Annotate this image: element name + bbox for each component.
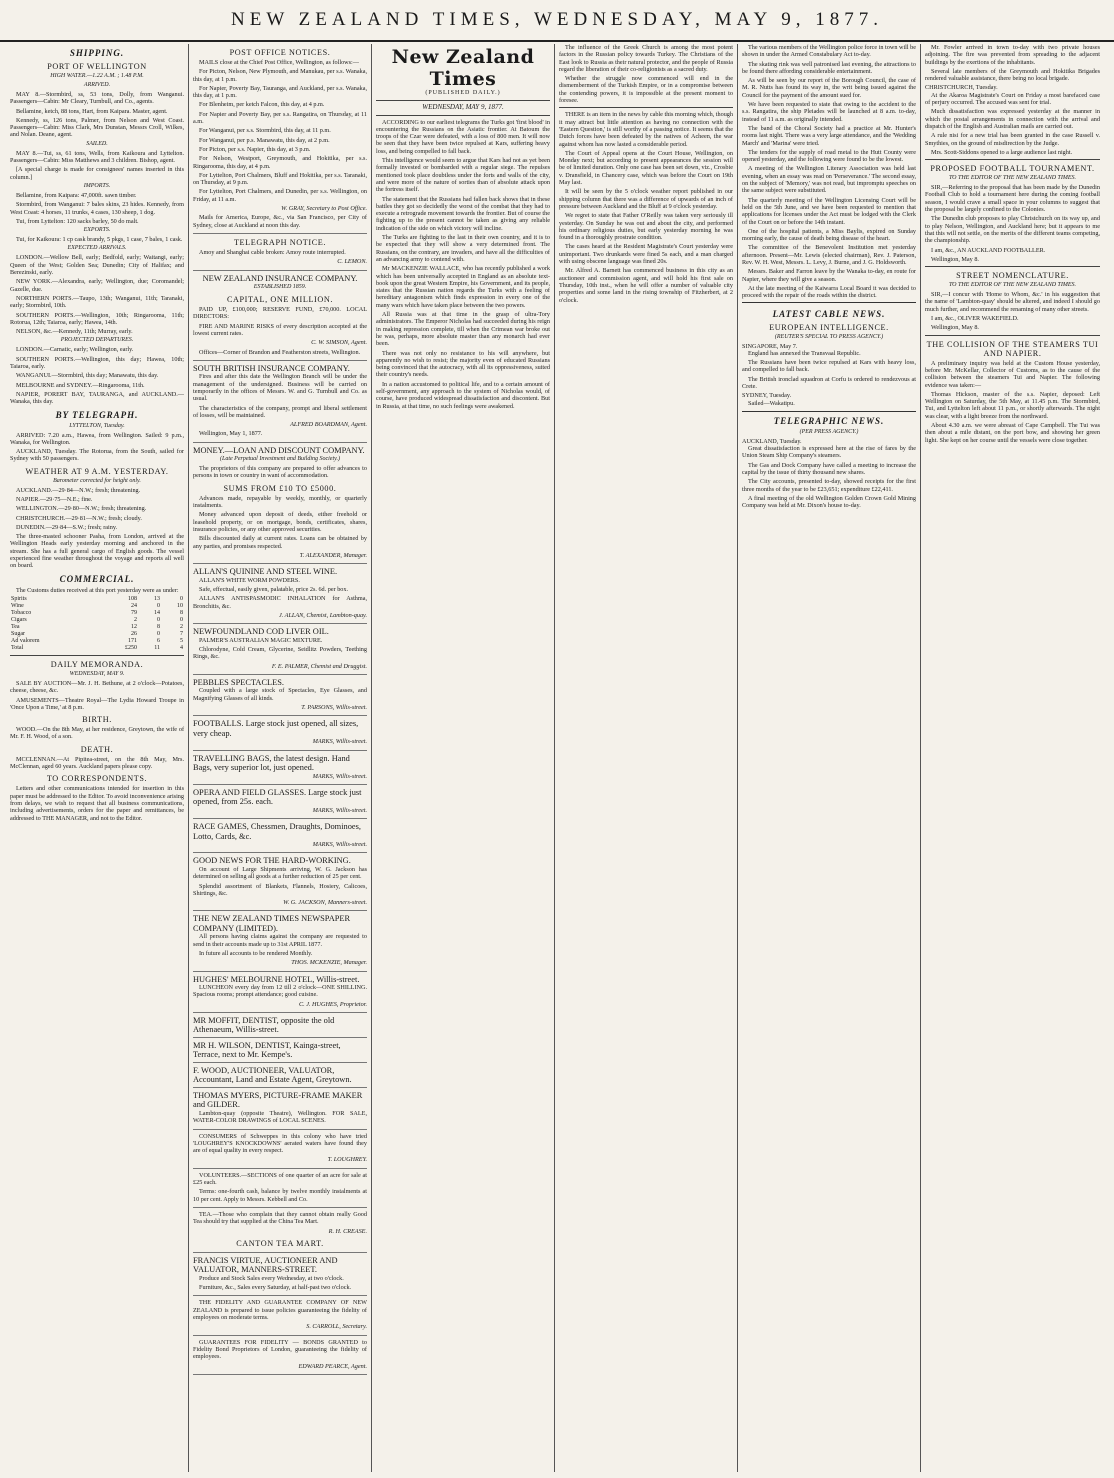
- advertisement: [193, 1133, 367, 1169]
- ad-text: THE FIDELITY AND GUARANTEE COMPANY OF NEW ZEALAND is prepared to issue policies guaranteeing the fidelity of employees on moderate terms.: [193, 1299, 367, 1322]
- cable-heading: LATEST CABLE NEWS.: [772, 308, 886, 319]
- ad-text: Fires and after this date the Wellington Branch will be under the management of the undersigned. Business will be carried on temporarily in the offices of Messrs. W. and G. Turnbull and Co. as usual.: [193, 373, 367, 403]
- notice-line: For Picton, Nelson, New Plymouth, and Manukau, per s.s. Wanaka, this day, at 1 p.m.: [193, 68, 367, 83]
- telegraphic-item: The Gas and Dock Company have called a meeting to increase the capital by the issue of thirty thousand new shares.: [742, 461, 916, 477]
- news-paragraph: One of the hospital patients, a Miss Baylis, expired on Sunday morning early, the cause of death being disease of the heart.: [742, 227, 916, 243]
- notice-line: Mails for America, Europe, &c., via San Francisco, per City of Sydney, close at Auckland at noon this day.: [193, 214, 367, 229]
- column-1: [6, 44, 189, 1472]
- collision-heading: THE COLLISION OF THE STEAMERS TUI AND NAPIER.: [926, 339, 1099, 358]
- duties-row: [10, 645, 184, 652]
- notice-signature: W. GRAY, Secretary to Post Office.: [281, 205, 367, 213]
- editorial-paragraph: The statement that the Russians had fallen back shows that in these battles they got so decidedly the worst of the combat that they had to execute a retrograde movement towards the frontier. But of course the fighting up to the present cannot be taken as giving any reliable indication of the side on which victory will incline.: [376, 195, 550, 232]
- imports-item: Stormbird, from Wanganui: 7 bales skins, 23 hides. Kennedy, from West Coast: 4 horses, 11 trunks, 4 cases, 130 sheep, 1 dog.: [10, 201, 184, 216]
- ad-signature: THOS. MCKENZIE, Manager.: [291, 959, 367, 967]
- news-paragraph: As will be seen by our report of the Borough Council, the case of M. R. Nutts has found its way in, the writ being issued against the Council for the payment of the amount sued for.: [742, 77, 916, 99]
- telegraph-place: LYTTELTON, Tuesday.: [69, 422, 125, 429]
- letter-date: Wellington, May 8.: [931, 324, 979, 332]
- projected-item: SOUTHERN PORTS.—Wellington, this day; Hawea, 10th; Taiaroa, early.: [10, 355, 184, 371]
- ad-title: F. WOOD, AUCTIONEER, VALUATOR, Accountant, Land and Estate Agent, Greytown.: [193, 1065, 352, 1085]
- ad-title: GOOD NEWS FOR THE HARD-WORKING.: [193, 856, 351, 866]
- telegraphic-agency: (PER PRESS AGENCY.): [799, 428, 859, 435]
- news-paragraph: The band of the Choral Society had a practice at Mr. Hunter's rooms last night. There was a very large attendance, and the 'Wedding March' and 'Marina' were tried.: [742, 124, 916, 147]
- editorial-paragraph: Whether the struggle now commenced will end in the dismemberment of the Turkish Empire, or in a compromise between the contending powers, it is impossible at the present moment to foresee.: [559, 75, 733, 105]
- paper-subtitle: (PUBLISHED DAILY.): [425, 90, 501, 96]
- ad-text: Furniture, &c., Sales every Saturday, at half-past two o'clock.: [199, 1284, 352, 1292]
- editorial-dateline: WEDNESDAY, MAY 9, 1877.: [422, 103, 504, 112]
- ad-subtitle: ESTABLISHED 1859.: [253, 284, 307, 291]
- column-3: [372, 44, 555, 1472]
- duty-amount: 11: [154, 644, 160, 651]
- duty-amount: 10: [177, 602, 183, 609]
- duty-amount: 108: [127, 595, 137, 602]
- ad-text: TEA.—Those who complain that they cannot obtain really Good Tea should try that supplied at the China Tea Mart.: [193, 1210, 367, 1226]
- projected-item: MELBOURNE and SYDNEY.—Ringarooma, 11th.: [16, 381, 145, 389]
- arrived-heading: ARRIVED.: [83, 82, 111, 88]
- weather-heading: WEATHER AT 9 A.M. YESTERDAY.: [25, 466, 169, 476]
- duty-amount: 8: [180, 609, 183, 616]
- letter-address: TO THE EDITOR OF THE NEW ZEALAND TIMES.: [948, 282, 1077, 289]
- arrived-item: Kennedy, ss, 126 tons, Palmer, from Nelson and West Coast. Passengers—Cabin: Miss Clark, Mrs Dunstan, Messrs Croll, Wilkes, and Nolan. Deane, agent.: [10, 116, 184, 139]
- duty-amount: 4: [180, 644, 183, 651]
- advertisement: [193, 1299, 367, 1335]
- ad-signature: MARKS, Willis-street.: [312, 806, 367, 814]
- birth-notice: WOOD.—On the 8th May, at her residence, Greytown, the wife of Mr. F. H. Wood, of a son.: [10, 726, 184, 741]
- editorial-paragraph: All Russia was at that time in the grasp of ultra-Tory administrators. The Emperor Nicholas had succeeded during his reign in making repression complete, till when the Crimean war broke out he was, perhaps, more absolute master than any monarch had ever been.: [376, 311, 550, 348]
- divider: [925, 159, 1100, 160]
- weather-sub: Barometer corrected for height only.: [53, 477, 141, 484]
- advertisement: [193, 1016, 367, 1038]
- sailed-heading: SAILED.: [86, 140, 108, 147]
- advertisement: [193, 754, 367, 785]
- ad-text: Advances made, repayable by weekly, monthly, or quarterly instalments.: [193, 494, 367, 510]
- duty-amount: 79: [130, 609, 137, 616]
- notice-line: For Lyttelton, Port Chalmers, Bluff and Hokitika, per s.s. Taranaki, on Thursday, at 9 p.m.: [193, 171, 367, 187]
- ad-title: ALLAN'S QUININE AND STEEL WINE.: [193, 567, 338, 577]
- notice-line: MAILS close at the Chief Post Office, Wellington, as follows:—: [199, 59, 359, 66]
- ad-text: Splendid assortment of Blankets, Flannels, Hosiery, Calicoes, Shirtings, &c.: [193, 882, 367, 897]
- duty-amount: 8: [156, 623, 160, 630]
- ad-text: All persons having claims against the company are requested to send in their accounts made up to 31st APRIL 1877.: [193, 933, 367, 948]
- news-paragraph: The cases heard at the Resident Magistrate's Court yesterday were unimportant. Two drunkards were fined 5s each, and a man charged with using obscene language was fined 20s.: [559, 243, 733, 266]
- news-paragraph: We have been requested to state that owing to the accident to the s.s. Rangatira, the ship Pleiades will be launched at 8 a.m. to-day, instead of 11 a.m. as originally intended.: [742, 101, 916, 123]
- memoranda-item: SALE BY AUCTION—Mr. J. H. Bethune, at 2 o'clock—Potatoes, cheese, cheese, &c.: [10, 679, 184, 695]
- imports-heading: IMPORTS.: [83, 182, 111, 189]
- news-paragraph: It will be seen by the 5 o'clock weather report published in our shipping column that there was a difference of upwards of an inch of pressure between Auckland and the Bluff at 9 o'clock yesterday.: [559, 188, 733, 210]
- letter-paragraph: The Dunedin club proposes to play Christchurch on its way up, and to play Nelson, Wellington, and Auckland here; but it appears to me that this will not settle, on the merits of the different teams competing, the championship.: [925, 215, 1100, 245]
- projected-item: LONDON.—Carnatic, early; Wellington, early.: [16, 346, 134, 354]
- editorial-paragraph: Mr MACKENZIE WALLACE, who has recently published a work which has been universally accepted in England as an absolute text-book upon the great Western Empire, his Government, and its people, states that the Russian nation regards the Turks with a feeling of hereditary antagonism which finds expression in every one of the many wars which have taken place between the two powers.: [376, 265, 550, 309]
- ad-title: THOMAS MYERS, PICTURE-FRAME MAKER and GILDER.: [193, 1090, 363, 1110]
- exports-heading: EXPORTS.: [83, 227, 111, 234]
- letter-signature: I am, &c., AN AUCKLAND FOOTBALLER.: [931, 246, 1046, 254]
- advertisement: [193, 1339, 367, 1375]
- duty-item: Cigars: [11, 616, 27, 623]
- memoranda-date: WEDNESDAY, MAY 9.: [69, 670, 125, 677]
- notice-line: For Blenheim, per ketch Falcon, this day, at 4 p.m.: [199, 101, 325, 109]
- duty-amount: 2: [180, 623, 183, 630]
- advertisement: [193, 788, 367, 819]
- ad-text: ALLAN'S WHITE WORM POWDERS.: [199, 576, 300, 584]
- editorial-paragraph: The influence of the Greek Church is among the most potent factors in the Russian policy towards Turkey. The Christians of the East look to Russia as their natural protector, and the people of Russia regard the liberation of their co-religionists as a sacred duty.: [559, 44, 733, 73]
- news-paragraph: The quarterly meeting of the Wellington Licensing Court will be held on the 5th June, and we have been requested to mention that applications for licenses under the Act must be lodged with the Clerk of the Court on or before the 14th instant.: [742, 196, 916, 226]
- ad-title: OPERA AND FIELD GLASSES. Large stock just opened, from 25s. each.: [193, 787, 362, 807]
- sailed-note: [A special charge is made for consignees' names inserted in this column.]: [10, 166, 184, 181]
- ad-title: MONEY.—LOAN AND DISCOUNT COMPANY.: [193, 445, 365, 455]
- advertisement: [193, 1256, 367, 1297]
- ad-signature: T. ALEXANDER, Manager.: [299, 551, 367, 559]
- news-paragraph: Several late members of the Greymouth and Hokitika Brigades rendered valuable assistance, there being no local brigade.: [925, 67, 1100, 83]
- ad-title: RACE GAMES, Chessmen, Draughts, Dominoes, Lotto, Cards, &c.: [193, 822, 361, 841]
- ad-title: MR H. WILSON, DENTIST, Kainga-street, Terrace, next to Mr. Kempe's.: [193, 1040, 341, 1060]
- notice-line: For Napier and Poverty Bay, per s.s. Rangatira, on Thursday, at 11 a.m.: [193, 110, 367, 126]
- duty-amount: 26: [130, 630, 137, 637]
- cable-item: The Russians have been twice repulsed at Kars with heavy loss, and compelled to fall back.: [742, 359, 916, 374]
- ad-text: On account of Large Shipments arriving, W. G. Jackson has determined on selling all goods at a further reduction of 25 per cent.: [193, 865, 367, 881]
- notice-signature: C. LEMON.: [337, 258, 367, 266]
- ad-text: CONSUMERS of Schweppes in this colony who have tried 'LOUGHREY'S KNOCKDOWNS' aerated waters have found they are of equal quality in every respect.: [193, 1132, 367, 1155]
- advertisement: [193, 1172, 367, 1208]
- commercial-sub: The Customs duties received at this port yesterday were as under:: [16, 586, 179, 594]
- cable-item: Sailed—Wakatipu.: [748, 399, 795, 407]
- expected-item: SOUTHERN PORTS.—Wellington, 10th; Ringarooma, 11th; Rotorua, 12th; Taiaroa, early; Hawea, 14th.: [10, 311, 184, 326]
- news-paragraph: A preliminary inquiry was held at the Custom House yesterday, before Mr. McKellar, Collector of Customs, as to the cause of the collision between the steamers Tui and Napier. The following evidence was taken:—: [925, 359, 1100, 389]
- ad-text: Lambton-quay (opposite Theatre), Wellington. FOR SALE, WATER-COLOR DRAWINGS of LOCAL SCENES.: [193, 1109, 367, 1125]
- expected-item: NORTHERN PORTS.—Taupo, 13th; Wanganui, 11th; Taranaki, early; Stormbird, 10th.: [10, 294, 184, 310]
- ad-title: THE NEW ZEALAND TIMES NEWSPAPER COMPANY (LIMITED).: [193, 914, 351, 933]
- ad-text: Coupled with a large stock of Spectacles, Eye Glasses, and Magnifying Glasses of all kinds.: [193, 687, 367, 702]
- letter-paragraph: SIR,—I concur with 'Home to Whom, &c.' in his suggestion that the name of 'Lambton-quay' should be altered, and indeed I should go much further, and recommend the renaming of many other streets.: [925, 291, 1100, 313]
- ad-text: The characteristics of the company, prompt and liberal settlement of losses, will be maintained.: [193, 404, 367, 419]
- ad-title: NEW ZEALAND INSURANCE COMPANY.: [202, 273, 358, 283]
- ad-signature: C. W. SIMSON, Agent.: [311, 339, 367, 347]
- duties-row: [10, 603, 184, 610]
- news-paragraph: A rule nisi for a new trial has been granted in the case Russell v. Smythies, on the ground of misdirection by the Judge.: [925, 132, 1100, 147]
- ad-text: FIRE AND MARINE RISKS of every description accepted at the lowest current rates.: [193, 322, 367, 337]
- notice-line: For Nelson, Westport, Greymouth, and Hokitika, per s.s. Ringarooma, this day, at 4 p.m.: [193, 155, 367, 170]
- expected-heading: EXPECTED ARRIVALS.: [67, 245, 127, 252]
- street-heading: STREET NOMENCLATURE.: [956, 271, 1069, 281]
- divider: [559, 107, 733, 108]
- notice-line: For Picton, per s.s. Napier, this day, at 3 p.m.: [199, 145, 311, 153]
- duty-amount: 24: [130, 602, 137, 609]
- weather-item: CHRISTCHURCH.—29·81—N.W.; fresh; cloudy.: [16, 514, 142, 522]
- duty-amount: 2: [133, 616, 137, 623]
- column-4: [555, 44, 738, 1472]
- cable-item: England has annexed the Transvaal Republic.: [748, 349, 861, 357]
- news-paragraph: Much dissatisfaction was expressed yesterday at the manner in which the postal arrangements in connection with the arrival and dispatch of the English and Australian mails are carried out.: [925, 108, 1100, 130]
- duty-item: Spirits: [11, 595, 27, 602]
- letter-date: Wellington, May 8.: [931, 255, 979, 263]
- advertisement: [193, 975, 367, 1013]
- duty-amount: 171: [127, 637, 137, 644]
- notice-line: Amoy and Shanghai cable broken: Amoy route interrupted.: [199, 248, 346, 256]
- news-paragraph: At the late meeting of the Kaiwarra Local Board it was decided to proceed with the repair of the roads within the district.: [742, 284, 916, 300]
- news-paragraph: At the Akaroa Magistrate's Court on Friday a most barefaced case of perjury occurred. The accused was sent for trial.: [925, 91, 1100, 107]
- telegraphic-item: Great dissatisfaction is expressed here at the rise of fares by the Union Steam Ship Company's steamers.: [742, 445, 916, 460]
- news-paragraph: The tenders for the supply of road metal to the Hutt County were opened yesterday, and the following were found to be the lowest.: [742, 148, 916, 164]
- telegraph-notice: [193, 238, 367, 271]
- ad-title: FRANCIS VIRTUE, AUCTIONEER AND VALUATOR, MANNERS-STREET.: [193, 1255, 338, 1275]
- arrived-item: MAY 8.—Stormbird, ss, 53 tons, Dolly, from Wanganui. Passengers—Cabin: Mr Cleary, Turnbull, and Co., agents.: [10, 91, 184, 106]
- editorial-paragraph: This intelligence would seem to argue that Kars had not as yet been formally invested or bombarded with a regular siege. The repulses mentioned took place doubtless under the forts and walls of the city, and were more of the nature of sorties than of absolute attack upon the fortress itself.: [376, 157, 550, 194]
- cable-subheading: EUROPEAN INTELLIGENCE.: [769, 322, 889, 332]
- duty-amount: £250: [124, 644, 137, 651]
- advertisement: [193, 856, 367, 911]
- ad-signature: T. LOUGHREY.: [327, 1156, 367, 1164]
- weather-item: WELLINGTON.—29·80—N.W.; fresh; threatening.: [16, 505, 147, 513]
- correspondents-notice: Letters and other communications intended for insertion in this paper must be addressed to the Editor. To avoid inconvenience arising from delays, we wish to request that all business communications, including advertisements, orders for the paper and remittances, be addressed to THE MANAGER, and not to the Editor.: [10, 785, 184, 822]
- projected-item: WANGANUI.—Stormbird, this day; Manawatu, this day.: [16, 372, 159, 380]
- commercial-heading: COMMERCIAL.: [59, 573, 135, 584]
- editorial-paragraph: ACCORDING to our earliest telegrams the Turks got 'first blood' in encountering the Russians on the Asiatic frontier. At Batoum the troops of the Czar were defeated, with a loss of 800 men. It will now be seen that they have been twice repulsed at Kars, suffering heavy loss, and being compelled to fall back.: [376, 118, 550, 155]
- exports-item: Tui, for Kaikoura: 1 cp cask brandy, 5 pkgs, 1 case, 7 bales, 1 cask.: [16, 236, 183, 244]
- column-6: [921, 44, 1104, 1472]
- ad-signature: EDWARD PEARCE, Agent.: [298, 1362, 367, 1370]
- ad-signature: W. G. JACKSON, Manners-street.: [283, 899, 367, 907]
- ad-text: GUARANTEES FOR FIDELITY — BONDS GRANTED to Fidelity Bond Proprietors of London, guaranteeing the fidelity of employees.: [193, 1338, 367, 1361]
- arrived-item: Bellamine, ketch, 88 tons, Hart, from Kaipara. Master, agent.: [16, 107, 168, 115]
- telegraph-notice-heading: TELEGRAPH NOTICE.: [233, 237, 327, 247]
- notice-line: For Napier, Poverty Bay, Tauranga, and Auckland, per s.s. Wanaka, this day, at 1 p.m.: [193, 84, 367, 100]
- ad-signature: C. J. HUGHES, Proprietor.: [298, 1000, 367, 1008]
- news-paragraph: Mrs. Scott-Siddons opened to a large audience last night.: [931, 148, 1073, 156]
- death-notice: MCCLENNAN.—At Pipitea-street, on the 8th May, Mrs. McClennan, aged 60 years. Auckland papers please copy.: [10, 755, 184, 771]
- notice-line: For Wanganui, per s.s. Stormbird, this day, at 11 p.m.: [199, 127, 331, 135]
- weather-item: NAPIER.—29·75—N.E.; fine.: [16, 495, 93, 503]
- duty-amount: 0: [156, 602, 160, 609]
- shipping-heading: SHIPPING.: [69, 48, 125, 58]
- ad-highlight: SUMS FROM £10 TO £5000.: [223, 483, 337, 493]
- telegraph-item: AUCKLAND, Tuesday. The Rotorua, from the South, sailed for Sydney with 50 passengers.: [10, 448, 184, 463]
- ad-signature: J. ALLAN, Chemist, Lambton-quay.: [278, 611, 367, 619]
- duty-amount: 0: [180, 595, 183, 602]
- news-dateline: CHRISTCHURCH, Tuesday.: [925, 84, 998, 92]
- news-paragraph: A meeting of the Wellington Literary Association was held last evening, when an essay was read on 'Perseverance.' The second essay, on the subject of 'Memory,' was not read, but impromptu speeches on the same subject were substituted.: [742, 165, 916, 195]
- correspondents-heading: TO CORRESPONDENTS.: [46, 774, 148, 784]
- cable-dateline: SYDNEY, Tuesday.: [742, 392, 792, 400]
- duty-amount: 5: [180, 637, 183, 644]
- paper-title-block: [376, 46, 550, 97]
- ad-subtitle: (Late Perpetual Investment and Building Society.): [220, 456, 340, 463]
- column-2: [189, 44, 372, 1472]
- advertisement: [193, 822, 367, 853]
- telegraph-item: ARRIVED: 7.20 a.m., Hawea, from Wellington. Sailed: 9 p.m., Wanaka, for Wellington.: [10, 431, 184, 446]
- duty-amount: 7: [180, 630, 183, 637]
- duty-amount: 12: [130, 623, 137, 630]
- ad-signature: R. H. CREASE.: [328, 1227, 367, 1235]
- ad-text: Safe, effectual, easily given, palatable, price 2s. 6d. per box.: [199, 585, 349, 593]
- ad-text: Bills discounted daily at current rates. Loans can be obtained by any parties, and promises respected.: [193, 535, 367, 550]
- ad-signature: F. E. PALMER, Chemist and Druggist.: [271, 662, 367, 670]
- ad-signature: S. CARROLL, Secretary.: [306, 1323, 367, 1331]
- memoranda-item: AMUSEMENTS—Theatre Royal—The Lydia Howard Troupe in 'Once Upon a Time,' at 8 p.m.: [10, 696, 184, 711]
- editorial-paragraph: In a nation accustomed to political life, and to a certain amount of self-government, any approach to the system of Nicholas would, of course, have produced widespread dissatisfaction and discontent. But in Russia, at that time, no such feelings were awakened.: [376, 380, 550, 410]
- expected-item: NELSON, &c.—Kennedy, 11th; Murray, early.: [16, 328, 133, 336]
- post-office-heading: POST OFFICE NOTICES.: [229, 48, 331, 57]
- ad-signature: T. PARSONS, Willis-street.: [301, 703, 367, 711]
- ad-text: Offices—Corner of Brandon and Featherston streets, Wellington.: [199, 348, 361, 356]
- duty-item: Tobacco: [11, 609, 32, 616]
- ad-text: VOLUNTEERS.—SECTIONS of one quarter of an acre for sale at £25 each.: [193, 1171, 367, 1187]
- ad-signature: MARKS, Willis-street.: [312, 841, 367, 849]
- notice-line: For Lyttelton, Port Chalmers, and Dunedin, per s.s. Wellington, on Friday, at 11 a.m.: [193, 188, 367, 203]
- memoranda-heading: DAILY MEMORANDA.: [50, 659, 144, 669]
- customs-duties-table: [10, 596, 184, 652]
- weather-item: AUCKLAND.—29·84—N.W.; fresh; threatening.: [16, 486, 141, 494]
- post-office-notice: [193, 48, 367, 234]
- ad-text: Terms: one-fourth cash, balance by twelve monthly instalments at 10 per cent. Apply to Messrs. Kebbell and Co.: [193, 1188, 367, 1203]
- news-paragraph: Mr. Fowler arrived in town to-day with two private houses adjoining. The fire was prevented from spreading to the adjacent buildings by the exertions of the inhabitants.: [925, 44, 1100, 66]
- ad-title: HUGHES' MELBOURNE HOTEL, Willis-street.: [193, 974, 360, 984]
- column-container: [6, 44, 1108, 1472]
- ad-text: PALMER'S AUSTRALIAN MAGIC MIXTURE.: [199, 636, 323, 644]
- weather-item: DUNEDIN.—29·84—S.W.; fresh; rainy.: [16, 523, 118, 531]
- ad-text: Produce and Stock Sales every Wednesday, at two o'clock.: [199, 1274, 344, 1282]
- duties-row: [10, 596, 184, 603]
- duty-amount: 6: [156, 637, 160, 644]
- port-heading: PORT OF WELLINGTON: [47, 62, 147, 71]
- ad-text: In future all accounts to be rendered Monthly.: [199, 949, 313, 957]
- ad-title: SOUTH BRITISH INSURANCE COMPANY.: [193, 363, 350, 373]
- advertisement: [193, 567, 367, 624]
- paper-title: New Zealand Times: [391, 46, 535, 90]
- duty-amount: 14: [153, 609, 160, 616]
- telegraphic-item: The City accounts, presented to-day, showed receipts for the first three months of the year to be £23,651; expenditure £22,411.: [742, 478, 916, 493]
- news-paragraph: The Court of Appeal opens at the Court House, Wellington, on Monday next; but according to present appearances the session will be of limited duration. Only one case has been set down, viz., Crosbie v. Dransfield, in Chancery case, which was before the Court on 19th May last.: [559, 149, 733, 187]
- birth-heading: BIRTH.: [82, 715, 112, 725]
- projected-item: NAPIER, PORERT BAY, TAURANGA, and AUCKLAND.—Wanaka, this day.: [10, 390, 184, 406]
- news-paragraph: We regret to state that Father O'Reilly was taken very seriously ill yesterday. On Sunday he was out and about the city, and performed his ordinary religious duties, but early yesterday morning he was found in a thoroughly prostrate condition.: [559, 212, 733, 242]
- duties-row: [10, 624, 184, 631]
- ad-title: TRAVELLING BAGS, the latest design. Hand Bags, very superior lot, just opened.: [193, 753, 350, 773]
- duties-row: [10, 610, 184, 617]
- editorial-paragraph: The Turks are fighting to the last in their own country, and it is to be expected that they will show a very determined front. The Russians, on the contrary, are invaders, and have all the difficulties of an advancing army to contend with.: [376, 234, 550, 263]
- shipping-news: The three-masted schooner Pasha, from London, arrived at the Wellington Heads early yesterday morning and anchored in the stream. She has a full general cargo of English goods. The vessel experienced fine weather throughout the voyage and reports all well on board.: [10, 533, 184, 570]
- cable-dateline: SINGAPORE, May 7.: [742, 342, 798, 350]
- advertisement: [193, 627, 367, 675]
- expected-item: NEW YORK.—Alexandra, early; Wellington, due; Coromandel; Gazelle, due.: [10, 278, 184, 293]
- duty-amount: 0: [180, 616, 183, 623]
- divider: [925, 266, 1100, 267]
- death-heading: DEATH.: [80, 744, 114, 754]
- ad-text: Chlorodyne, Cold Cream, Glycerine, Seidlitz Powders, Teething Rings, &c.: [193, 645, 367, 661]
- notice-line: For Wanganui, per p.s. Manawatu, this day, at 2 p.m.: [199, 136, 330, 144]
- cable-news-section: [742, 302, 916, 412]
- duty-item: Total: [11, 644, 24, 651]
- news-paragraph: The various members of the Wellington police force in town will be shown in under the Armed Constabulary Act to-day.: [742, 44, 916, 59]
- imports-item: Tui, from Lyttelton: 120 sacks barley, 50 do malt.: [16, 217, 139, 225]
- advertisement: [193, 1041, 367, 1063]
- ad-text: Money advanced upon deposit of deeds, either freehold or leasehold property, or on mortgage, bonds, certificates, shares, insurance policies, or any other approved securities.: [193, 511, 367, 533]
- duties-row: [10, 638, 184, 645]
- ad-text: LUNCHEON every day from 12 till 2 o'clock—ONE SHILLING. Spacious rooms; prompt attendance; good cuisine.: [193, 984, 367, 999]
- tide-line: HIGH WATER.—1.22 A.M. ; 1.48 P.M.: [50, 73, 144, 79]
- divider: [10, 655, 184, 656]
- ad-text: ALLAN'S ANTISPASMODIC INHALATION for Asthma, Bronchitis, &c.: [193, 595, 367, 610]
- advertisement: [193, 1066, 367, 1088]
- page-masthead: NEW ZEALAND TIMES, WEDNESDAY, MAY 9, 1877.: [0, 0, 1114, 42]
- advertisement: [193, 364, 367, 443]
- expected-item: LONDON.—Wellow Bell, early; Bedfold, early; Waitangi, early; Queen of the West; Golden Sea; Dunedin; City of Halifax; and Berezinski, early.: [10, 254, 184, 277]
- duty-item: Sugar: [11, 630, 25, 637]
- ad-signature: MARKS, Willis-street.: [312, 772, 367, 780]
- ad-title: NEWFOUNDLAND COD LIVER OIL.: [193, 627, 329, 637]
- duties-row: [10, 631, 184, 638]
- duty-amount: 0: [156, 630, 160, 637]
- duty-amount: 13: [153, 595, 160, 602]
- news-paragraph: The committee of the Benevolent Institution met yesterday afternoon. Present—Mr. Lewis (elected chairman), Rev. J. Paterson, Rev. W. H. West, Messrs. L. Levy, J. Burne, and J. G. Holdsworth.: [742, 244, 916, 267]
- ad-signature: MARKS, Willis-street.: [312, 738, 367, 746]
- news-paragraph: THERE is an item in the news by cable this morning which, though it may attract but little attention as having no connection with the 'Eastern Question,' is still worthy of a passing notice. It seems that the Dutch forces have been defeated by the natives of Acheen, the war against whom has now lasted a considerable period.: [559, 111, 733, 148]
- duties-row: [10, 617, 184, 624]
- editorial-paragraph: There was not only no resistance to his will anywhere, but apparently no wish to resist; the majority even of educated Russians being convinced that the autocracy, with all its oppressiveness, suited their country's needs.: [376, 349, 550, 379]
- advertisement: [193, 274, 367, 361]
- telegraphic-heading: TELEGRAPHIC NEWS.: [773, 415, 885, 426]
- divider: [376, 115, 550, 116]
- duty-item: Ad valorem: [11, 637, 40, 644]
- projected-heading: PROJECTED DEPARTURES.: [60, 337, 134, 344]
- advertisement: [193, 1211, 367, 1253]
- sailed-item: MAY 8.—Tui, ss, 61 tons, Wells, from Kaikoura and Lyttelton. Passengers—Cabin: Miss Matthews and 3 children. Bishop, agent.: [10, 149, 184, 165]
- ad-signature: ALFRED BOARDMAN, Agent.: [290, 421, 367, 429]
- imports-item: Bellamine, from Kaipara: 47,000ft. sawn timber.: [16, 191, 137, 199]
- duty-item: Wine: [11, 602, 24, 609]
- football-heading: PROPOSED FOOTBALL TOURNAMENT.: [930, 164, 1095, 174]
- divider: [925, 335, 1100, 336]
- advertisement: [193, 914, 367, 971]
- divider: [376, 100, 550, 101]
- advertisement: [193, 678, 367, 716]
- letter-paragraph: SIR,—Referring to the proposal that has been made by the Dunedin Football Club to hold a tournament here during the coming football season, I would crave a small space in your columns to suggest that the proposal be largely confined to the Colonies.: [925, 184, 1100, 214]
- ad-title: MR MOFFIT, DENTIST, opposite the old Athenaeum, Willis-street.: [193, 1015, 335, 1035]
- news-paragraph: About 4.30 a.m. we were abreast of Cape Campbell. The Tui was then about a mile distant, on the port bow, and showing her green light. She kept on her course until the vessels were close together.: [925, 421, 1100, 444]
- news-paragraph: Mr. Alfred A. Barnett has commenced business in this city as an auctioneer and commission agent, and will hold his first sale on Thursday, 10th inst., when he will offer a number of valuable city properties and some land in the rising township of Fitzherbert, at 2 o'clock.: [559, 267, 733, 304]
- news-paragraph: Thomas Hickson, master of the s.s. Napier, deposed: Left Wellington on Saturday, the 5th May, at 11.45 p.m. The Stormbird, Tui, and Lyttelton left about 11 p.m., or shortly afterwards. The night was clear, with a light breeze from the northward.: [925, 390, 1100, 420]
- ad-date: Wellington, May 1, 1877.: [199, 430, 263, 438]
- advertisement: [193, 719, 367, 750]
- duty-item: Tea: [11, 623, 20, 630]
- advertisement: [193, 1091, 367, 1130]
- ad-title: FOOTBALLS. Large stock just opened, all sizes, very cheap.: [193, 719, 359, 738]
- ad-title: CANTON TEA MART.: [236, 1238, 324, 1248]
- telegraphic-dateline: AUCKLAND, Tuesday.: [742, 437, 802, 445]
- duty-amount: 0: [156, 616, 160, 623]
- news-paragraph: The skating rink was well patronised last evening, the attractions to be found there affording considerable entertainment.: [742, 60, 916, 75]
- telegraph-heading: BY TELEGRAPH.: [55, 409, 139, 420]
- letter-address: TO THE EDITOR OF THE NEW ZEALAND TIMES.: [948, 175, 1077, 182]
- cable-item: The British ironclad squadron at Corfu is ordered to rendezvous at Crete.: [742, 375, 916, 390]
- news-paragraph: Messrs. Baker and Farron leave by the Wanaka to-day, en route for Napier, where they will give a season.: [742, 268, 916, 283]
- advertisement: [193, 446, 367, 564]
- telegraphic-item: A final meeting of the old Wellington Golden Crown Gold Mining Company was held at Mr. Dixon's house to-day.: [742, 494, 916, 510]
- ad-title: PEBBLES SPECTACLES.: [193, 677, 285, 687]
- ad-text: The proprietors of this company are prepared to offer advances to persons in town or country in want of accommodation.: [193, 465, 367, 480]
- ad-text: PAID UP, £100,000; RESERVE FUND, £70,000. LOCAL DIRECTORS:: [193, 306, 367, 321]
- cable-agency: (REUTER'S SPECIAL TO PRESS AGENCY.): [774, 333, 884, 340]
- ad-capital: CAPITAL, ONE MILLION.: [226, 295, 334, 305]
- column-5: [738, 44, 921, 1472]
- letter-signature: I am, &c., OLIVER WAKEFIELD.: [931, 315, 1019, 323]
